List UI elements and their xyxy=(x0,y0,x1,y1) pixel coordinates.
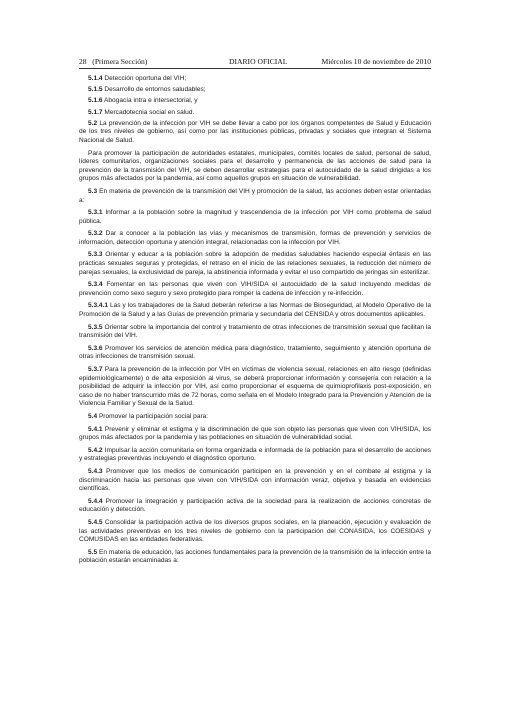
section-number: 5.4.4 xyxy=(88,497,103,505)
paragraph xyxy=(79,120,431,146)
paragraph-text: Informar a la población sobre la magnitud y trascendencia de la infección por VIH como problema de salud pública. xyxy=(79,209,431,225)
paragraph xyxy=(79,150,431,184)
section-number: 5.3.5 xyxy=(88,323,103,331)
section-number: 5.3.4.1 xyxy=(88,302,109,310)
section-number: 5.4.1 xyxy=(88,425,103,433)
paragraph xyxy=(79,251,431,277)
paragraph-text: Para promover la participación de autoridades estatales, municipales, comités locales de salud, personal de salud, líderes comunitarios, organizaciones sociales para el desarrollo y permanencia de las acciones de salud para la prevención de la transmisión del VIH, se deben desarrollar estrategias para el autocuidado de la salud dirigidas a los grupos más afectados por la pandemia, así como aquellos grupos en situación de vulnerabilidad. xyxy=(79,149,431,183)
paragraph xyxy=(79,413,431,422)
section-number: 5.1.4 xyxy=(88,75,103,82)
paragraph xyxy=(79,302,431,319)
section-number: 5.2 xyxy=(88,119,98,127)
paragraph-text: La prevención de la infección por VIH se debe llevar a cabo por los órganos competentes de Salud y Educación de los tres niveles de gobierno, así como por las instituciones públicas, privadas y sociales que integran el Sistema Nacional de Salud. xyxy=(79,119,431,144)
publication-name: DIARIO OFICIAL xyxy=(229,57,288,66)
publication-date: Miércoles 10 de noviembre de 2010 xyxy=(321,57,431,66)
section-number: 5.3.6 xyxy=(88,344,103,352)
paragraph xyxy=(79,549,431,566)
paragraph-text: Para la prevención de la infección por VIH en víctimas de violencia sexual, relaciones en alto riesgo (definidas epidemiológicamente) o de alta exposición al virus, se deberá proporcionar información y consejería con relación a la posibilidad de adquirir la infección por VIH, así como proporcionar el esquema de quimioprofilaxis post-exposición, en caso de no haber transcurrido más de 72 horas, como señala en el Modelo Integrado para la Prevención y Atención de la Violencia Familiar y Sexual de la Salud. xyxy=(79,366,431,408)
paragraph xyxy=(79,468,431,494)
paragraph-text: Detección oportuna del VIH; xyxy=(104,75,187,82)
header-rule xyxy=(79,68,431,69)
paragraph-text: Promover la integración y participación activa de la sociedad para la realización de acciones concretas de educación y detección. xyxy=(79,497,431,514)
paragraph-text: Consolidar la participación activa de los diversos grupos sociales, en la planeación, ejecución y evaluación de las actividades preventivas en los tres niveles de gobierno con la participación del CONASIDA, los COESIDAS y COMUSIDAS en las entidades federativas. xyxy=(79,518,431,544)
paragraph xyxy=(79,281,431,298)
section-number: 5.1.5 xyxy=(88,86,103,94)
document-body xyxy=(79,75,431,570)
paragraph xyxy=(79,324,431,341)
header-left xyxy=(79,57,147,66)
paragraph xyxy=(79,366,431,409)
paragraph-text: Desarrollo de entornos saludables; xyxy=(104,86,206,94)
paragraph xyxy=(79,209,431,226)
section-number: 5.3 xyxy=(88,187,98,195)
section-number: 5.4 xyxy=(88,412,98,420)
section-number: 5.4.3 xyxy=(88,467,103,475)
paragraph-text: Promover los servicios de atención médica para diagnóstico, tratamiento, seguimiento y atención oportuna de otras infecciones de transmisión sexual. xyxy=(79,344,431,361)
paragraph-text: Promover que los medios de comunicación participen en la prevención y en el combate al estigma y la discriminación hacia las personas que viven con VIH/SIDA con información veraz, objetiva y basada en evidencias científicas. xyxy=(79,467,431,493)
paragraph-text: Orientar sobre la importancia del control y tratamiento de otras infecciones de transmisión sexual que facilitan la transmisión del VIH. xyxy=(79,323,431,340)
paragraph-text: Dar a conocer a la población las vías y mecanismos de transmisión, formas de prevención y servicios de información, detección oportuna y atención integral, relacionadas con la infección por VIH. xyxy=(79,230,431,246)
section-label: (Primera Sección) xyxy=(92,57,148,66)
section-number: 5.3.7 xyxy=(88,366,103,373)
section-number: 5.4.2 xyxy=(88,446,103,454)
section-number: 5.3.2 xyxy=(88,230,103,238)
paragraph-text: Prevenir y eliminar el estigma y la discriminación de que son objeto las personas que viven con VIH/SIDA, los grupos más afectados por la pandemia y las poblaciones en situación de vulnerabilidad social. xyxy=(79,425,431,442)
paragraph-text: Fomentar en las personas que viven con VIH/SIDA el autocuidado de la salud incluyendo medidas de prevención como sexo seguro y sexo protegido para romper la cadena de infección y re-infección. xyxy=(79,281,431,297)
paragraph-text: Promover la participación social para: xyxy=(98,412,209,420)
paragraph-text: Impulsar la acción comunitaria en forma organizada e informada de la población para el desarrollo de acciones y estrategias preventivas incluyendo el diagnóstico oportuno. xyxy=(79,446,431,463)
paragraph-text: Mercadotecnia social en salud. xyxy=(104,108,195,116)
paragraph xyxy=(79,230,431,247)
paragraph xyxy=(79,345,431,362)
section-number: 5.4.5 xyxy=(88,518,103,526)
paragraph xyxy=(79,75,431,84)
paragraph-text: En materia de educación, las acciones fundamentales para la prevención de la transmisión de la infección entre la población estarán encaminadas a: xyxy=(79,548,431,565)
section-number: 5.1.7 xyxy=(88,108,103,116)
section-number: 5.5 xyxy=(88,548,98,556)
section-number: 5.3.3 xyxy=(88,251,103,259)
section-number: 5.1.6 xyxy=(88,97,103,105)
section-number: 5.3.1 xyxy=(88,209,103,217)
paragraph xyxy=(79,97,431,106)
paragraph xyxy=(79,109,431,118)
paragraph xyxy=(79,426,431,443)
paragraph-text: Orientar y educar a la población sobre la adopción de medidas saludables haciendo especial énfasis en las prácticas sexuales seguras y protegidas, el retraso en el inicio de las relaciones sexuales, la reducción del número de parejas sexuales, la exclusividad de pareja, la abstinencia informada y evitar el uso compartido de jeringas sin esterilizar. xyxy=(79,251,431,276)
paragraph-text: En materia de prevención de la transmisión del VIH y promoción de la salud, las acciones deben estar orientadas a: xyxy=(79,187,431,204)
paragraph-text: Abogacía intra e intersectorial, y xyxy=(104,97,198,105)
paragraph-text: Las y los trabajadores de la Salud deberán referirse a las Normas de Bioseguridad, al Modelo Operativo de la Promoción de la Salud y a las Guías de prevención primaria y secundaria del CENSIDA y otros documentos aplicables. xyxy=(79,302,431,319)
paragraph xyxy=(79,498,431,515)
paragraph xyxy=(79,188,431,205)
paragraph xyxy=(79,86,431,95)
section-number: 5.3.4 xyxy=(88,281,103,289)
paragraph xyxy=(79,447,431,464)
paragraph xyxy=(79,519,431,545)
page-number: 28 xyxy=(79,57,87,66)
